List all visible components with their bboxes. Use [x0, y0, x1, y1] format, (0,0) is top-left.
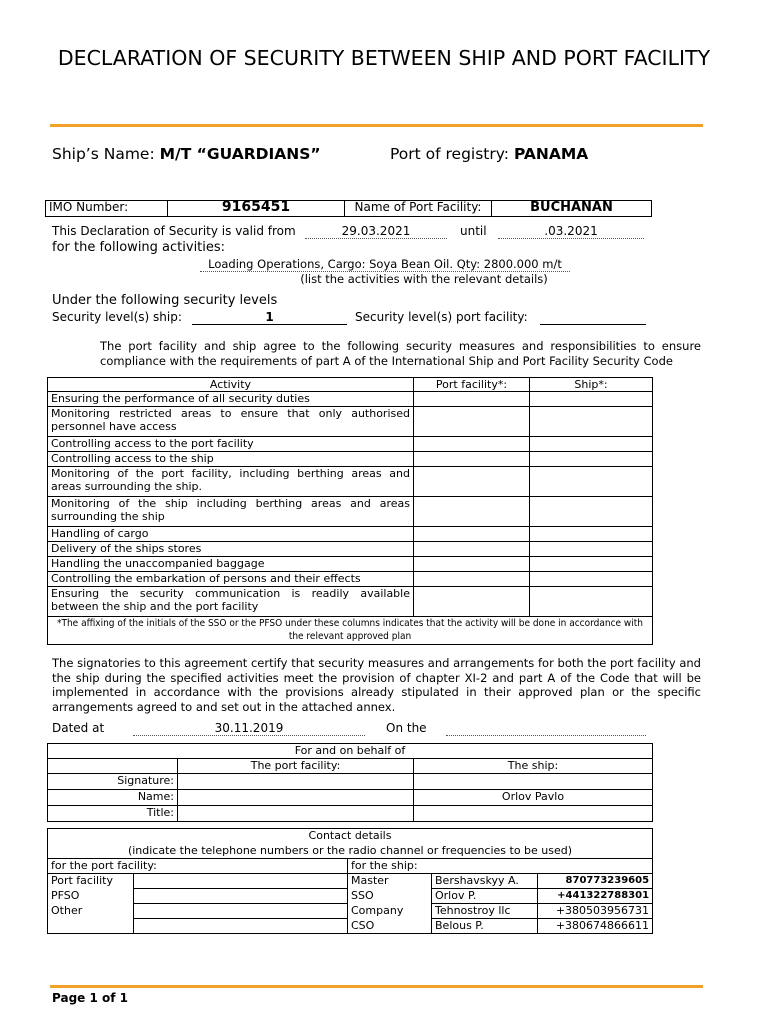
- table-row: Monitoring of the port facility, including berthing areas and areas surrounding the ship.: [48, 467, 414, 497]
- ship-level-value: 1: [192, 311, 347, 325]
- top-divider: [50, 124, 703, 127]
- ship-contact-role: SSO: [348, 889, 432, 904]
- ship-title-cell[interactable]: [414, 806, 653, 822]
- ship-initials-cell[interactable]: [530, 407, 653, 437]
- port-contact-role: [48, 919, 134, 934]
- name-label: Name:: [48, 790, 178, 806]
- port-contact-role: Port facility: [48, 874, 134, 889]
- ship-contact-phone: +380674866611: [538, 919, 653, 934]
- port-contact-role: PFSO: [48, 889, 134, 904]
- contact-table: [47, 828, 653, 934]
- valid-from-text: This Declaration of Security is valid from: [52, 224, 296, 238]
- ship-contact-phone: +380503956731: [538, 904, 653, 919]
- port-initials-cell[interactable]: [414, 467, 530, 497]
- footer-divider: [50, 985, 703, 988]
- table-footnote: *The affixing of the initials of the SSO or the PFSO under these columns indicates that the activity will be done in accordance with the relevant approved plan: [48, 617, 653, 645]
- port-initials-cell[interactable]: [414, 527, 530, 542]
- ship-initials-cell[interactable]: [530, 452, 653, 467]
- ship-initials-cell[interactable]: [530, 392, 653, 407]
- contact-subheader: (indicate the telephone numbers or the radio channel or frequencies to be used): [48, 844, 653, 859]
- ship-initials-cell[interactable]: [530, 437, 653, 452]
- page-number: Page 1 of 1: [52, 991, 128, 1005]
- on-the-value: [446, 722, 646, 736]
- page-title: DECLARATION OF SECURITY BETWEEN SHIP AND PORT FACILITY: [57, 46, 711, 70]
- port-initials-cell[interactable]: [414, 557, 530, 572]
- port-facility-value: BUCHANAN: [492, 201, 652, 217]
- port-name-cell[interactable]: [178, 790, 414, 806]
- table-row: Delivery of the ships stores: [48, 542, 414, 557]
- behalf-corner-cell: [48, 759, 178, 774]
- port-initials-cell[interactable]: [414, 452, 530, 467]
- port-contact-role: Other: [48, 904, 134, 919]
- certify-text: The signatories to this agreement certify that security measures and arrangements for both the port facility and the ship during the specified activities meet the provision of chapter XI-2 and part A of the Code that will be implemented in accordance with the provisions already stipulated in their approved plan or the specific arrangements agreed to and set out in the attached annex.: [52, 656, 701, 714]
- ship-contact-phone: 870773239605: [538, 874, 653, 889]
- ship-name-label: Ship’s Name:: [52, 145, 160, 163]
- activity-description: Loading Operations, Cargo: Soya Bean Oil. Qty: 2800.000 m/t: [200, 258, 570, 272]
- valid-until-date: .03.2021: [498, 225, 644, 239]
- table-row: Controlling access to the ship: [48, 452, 414, 467]
- ship-column: The ship:: [414, 759, 653, 774]
- port-initials-cell[interactable]: [414, 392, 530, 407]
- port-registry-field: [390, 145, 588, 163]
- ship-contact-name: Belous P.: [432, 919, 538, 934]
- imo-label: IMO Number:: [46, 201, 168, 217]
- port-facility-column: The port facility:: [178, 759, 414, 774]
- table-row: Monitoring restricted areas to ensure that only authorised personnel have access: [48, 407, 414, 437]
- ship-contact-name: Orlov P.: [432, 889, 538, 904]
- imo-value: 9165451: [168, 201, 345, 217]
- port-level-label: Security level(s) port facility:: [355, 310, 528, 324]
- table-row: Ensuring the performance of all security duties: [48, 392, 414, 407]
- ship-header: Ship*:: [530, 378, 653, 392]
- registry-value: PANAMA: [513, 145, 589, 163]
- behalf-table: [47, 743, 653, 822]
- port-initials-cell[interactable]: [414, 542, 530, 557]
- security-heading: Under the following security levels: [52, 293, 278, 308]
- ship-contact-heading: for the ship:: [348, 859, 653, 874]
- ship-initials-cell[interactable]: [530, 527, 653, 542]
- valid-from-date: 29.03.2021: [305, 225, 447, 239]
- port-contact-value[interactable]: [134, 919, 348, 934]
- registry-label: Port of registry:: [390, 145, 514, 163]
- port-contact-value[interactable]: [134, 904, 348, 919]
- ship-contact-phone: +441322788301: [538, 889, 653, 904]
- table-row: Controlling access to the port facility: [48, 437, 414, 452]
- port-initials-cell[interactable]: [414, 572, 530, 587]
- behalf-header: For and on behalf of: [48, 744, 653, 759]
- table-row: Controlling the embarkation of persons and their effects: [48, 572, 414, 587]
- dated-label: Dated at: [52, 721, 105, 735]
- port-facility-header: Port facility*:: [414, 378, 530, 392]
- table-row: Handling of cargo: [48, 527, 414, 542]
- contact-header: Contact details: [48, 829, 653, 844]
- activities-label: for the following activities:: [52, 240, 226, 255]
- ship-initials-cell[interactable]: [530, 467, 653, 497]
- table-row: Monitoring of the ship including berthing areas and areas surrounding the ship: [48, 497, 414, 527]
- port-title-cell[interactable]: [178, 806, 414, 822]
- ship-level-label: Security level(s) ship:: [52, 310, 182, 324]
- activity-header: Activity: [48, 378, 414, 392]
- ship-initials-cell[interactable]: [530, 542, 653, 557]
- activity-note: (list the activities with the relevant details): [300, 272, 548, 286]
- imo-table: [45, 200, 652, 217]
- port-initials-cell[interactable]: [414, 587, 530, 617]
- port-contact-value[interactable]: [134, 874, 348, 889]
- on-the-label: On the: [386, 721, 427, 735]
- table-row: Handling the unaccompanied baggage: [48, 557, 414, 572]
- ship-contact-role: Master: [348, 874, 432, 889]
- agreement-text: The port facility and ship agree to the following security measures and responsibilities to ensure compliance with the requirements of part A of the International Ship and Port Facility Security Code: [100, 339, 701, 368]
- port-contact-heading: for the port facility:: [48, 859, 348, 874]
- port-initials-cell[interactable]: [414, 407, 530, 437]
- ship-name-field: [52, 145, 321, 163]
- title-label: Title:: [48, 806, 178, 822]
- port-level-value: [540, 311, 646, 325]
- ship-initials-cell[interactable]: [530, 572, 653, 587]
- table-row: Ensuring the security communication is readily available between the ship and the port facility: [48, 587, 414, 617]
- ship-initials-cell[interactable]: [530, 497, 653, 527]
- port-facility-label: Name of Port Facility:: [345, 201, 492, 217]
- ship-contact-role: CSO: [348, 919, 432, 934]
- ship-contact-role: Company: [348, 904, 432, 919]
- dated-value: 30.11.2019: [133, 722, 365, 736]
- ship-contact-name: Tehnostroy llc: [432, 904, 538, 919]
- ship-signature-cell[interactable]: [414, 774, 653, 790]
- port-contact-value[interactable]: [134, 889, 348, 904]
- ship-name-value: M/T “GUARDIANS”: [159, 145, 321, 163]
- signature-label: Signature:: [48, 774, 178, 790]
- ship-contact-name: Bershavskyy A.: [432, 874, 538, 889]
- ship-name-cell: Orlov Pavlo: [414, 790, 653, 806]
- ship-initials-cell[interactable]: [530, 557, 653, 572]
- port-initials-cell[interactable]: [414, 497, 530, 527]
- ship-initials-cell[interactable]: [530, 587, 653, 617]
- port-initials-cell[interactable]: [414, 437, 530, 452]
- activity-table: [47, 377, 653, 645]
- until-label: until: [460, 224, 487, 238]
- port-signature-cell[interactable]: [178, 774, 414, 790]
